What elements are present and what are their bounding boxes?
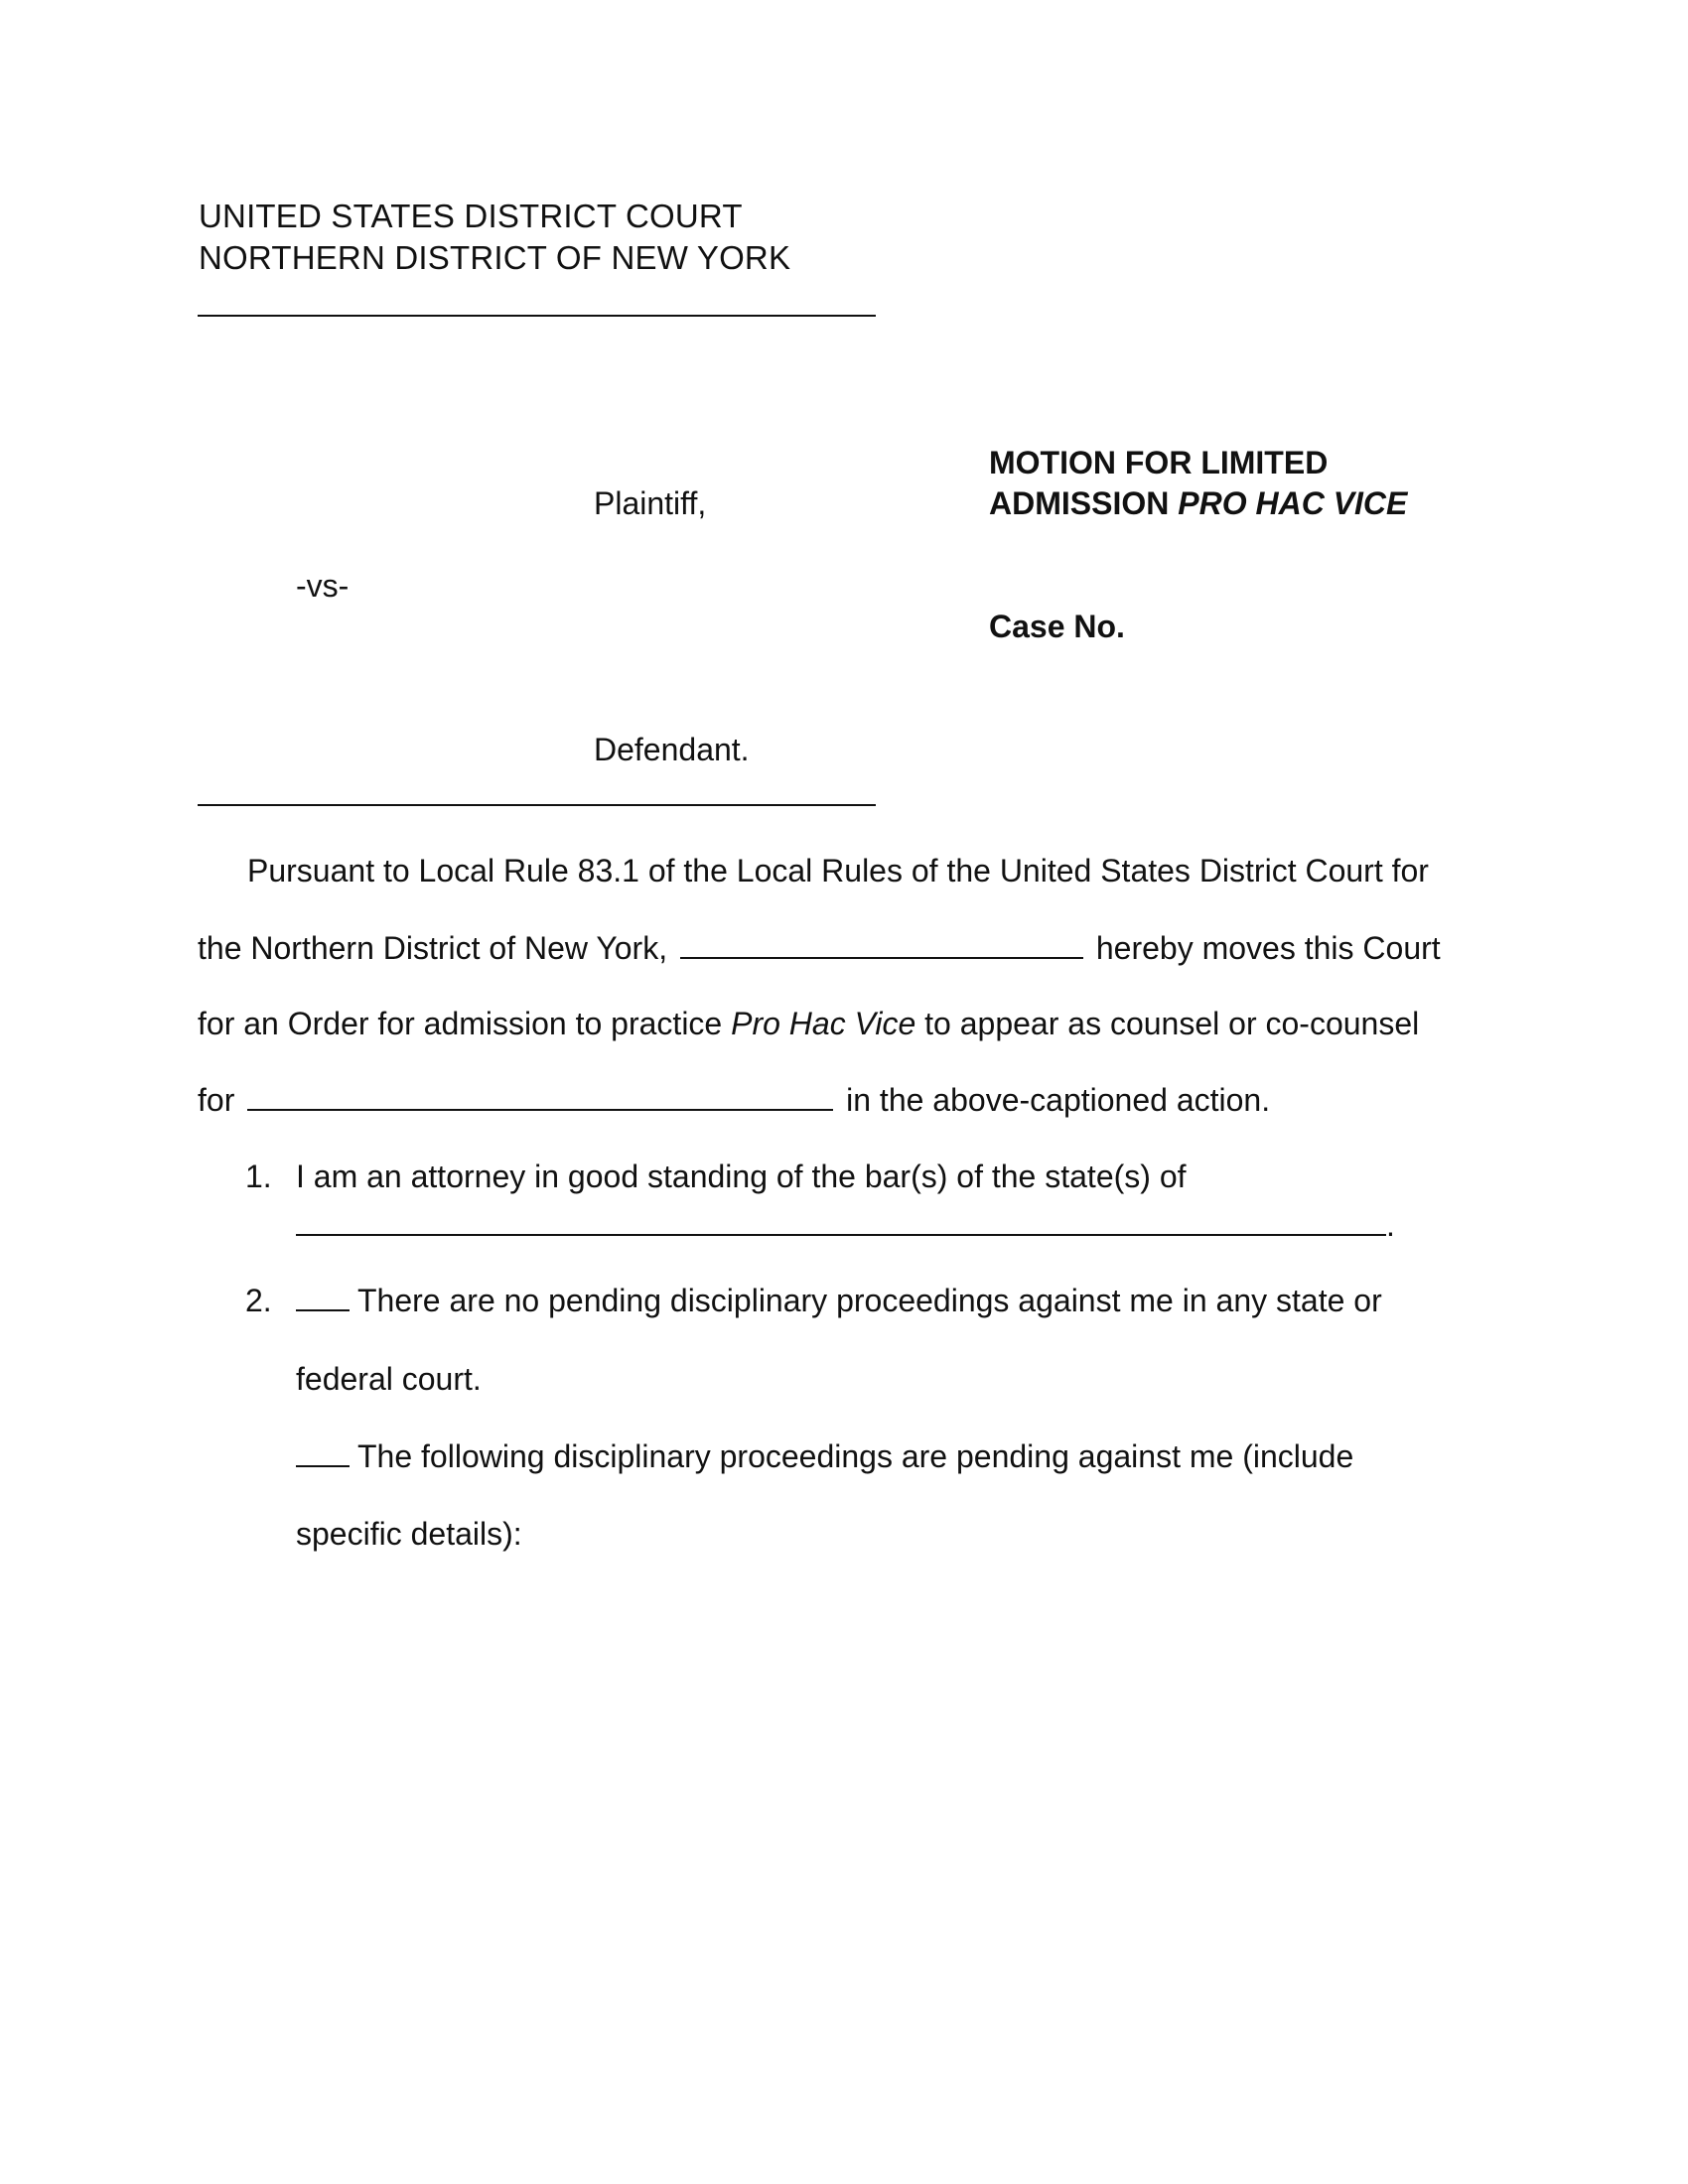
action-text: in the above-captioned action. — [846, 1082, 1271, 1118]
plaintiff-label: Plaintiff, — [594, 485, 707, 521]
district-text: the Northern District of New York, — [198, 930, 668, 966]
versus-label: -vs- — [296, 568, 350, 604]
motion-title-line2 — [989, 483, 1407, 524]
motion-paragraph-line3 — [198, 1004, 1419, 1043]
motion-title-admission: ADMISSION — [989, 485, 1179, 521]
party-name-blank[interactable] — [247, 1085, 833, 1111]
no-proceedings-text: There are no pending disciplinary proceedings against me in any state or — [357, 1283, 1382, 1318]
item-1-number: 1. — [245, 1159, 272, 1194]
caption-top-rule — [198, 315, 876, 317]
item-1-blank-line — [296, 1205, 1395, 1245]
court-name-line1: UNITED STATES DISTRICT COURT — [199, 198, 743, 234]
no-proceedings-checkbox-blank[interactable] — [296, 1286, 350, 1311]
counsel-text: to appear as counsel or co-counsel — [915, 1006, 1420, 1041]
motion-paragraph-line1: Pursuant to Local Rule 83.1 of the Local Rules of the United States District Court for — [247, 853, 1429, 888]
defendant-label: Defendant. — [594, 732, 750, 767]
item-2-option2-line1 — [296, 1436, 1353, 1476]
motion-paragraph-line4 — [198, 1080, 1270, 1120]
case-number-label: Case No. — [989, 609, 1125, 644]
moves-court-text: hereby moves this Court — [1095, 930, 1441, 966]
order-text: for an Order for admission to practice — [198, 1006, 732, 1041]
for-text: for — [198, 1082, 235, 1118]
item-2-option2-line2: specific details): — [296, 1516, 522, 1552]
item-2-option1-line1 — [296, 1281, 1382, 1320]
pro-hac-vice-italic: Pro Hac Vice — [731, 1006, 916, 1041]
item-2-option1-line2: federal court. — [296, 1361, 482, 1397]
motion-title-line1: MOTION FOR LIMITED — [989, 445, 1329, 480]
pending-proceedings-checkbox-blank[interactable] — [296, 1441, 350, 1467]
motion-title-pro-hac-vice: PRO HAC VICE — [1178, 485, 1408, 521]
item-1-text: I am an attorney in good standing of the bar(s) of the state(s) of — [296, 1159, 1187, 1194]
motion-paragraph-line2 — [198, 928, 1441, 968]
pending-proceedings-text: The following disciplinary proceedings are pending against me (include — [357, 1438, 1354, 1474]
item-2-number: 2. — [245, 1283, 272, 1318]
bar-states-blank[interactable] — [296, 1210, 1386, 1236]
item-1-period: . — [1386, 1207, 1395, 1243]
caption-bottom-rule — [198, 804, 876, 806]
movant-name-blank[interactable] — [680, 933, 1083, 959]
court-name-line2: NORTHERN DISTRICT OF NEW YORK — [199, 239, 791, 276]
